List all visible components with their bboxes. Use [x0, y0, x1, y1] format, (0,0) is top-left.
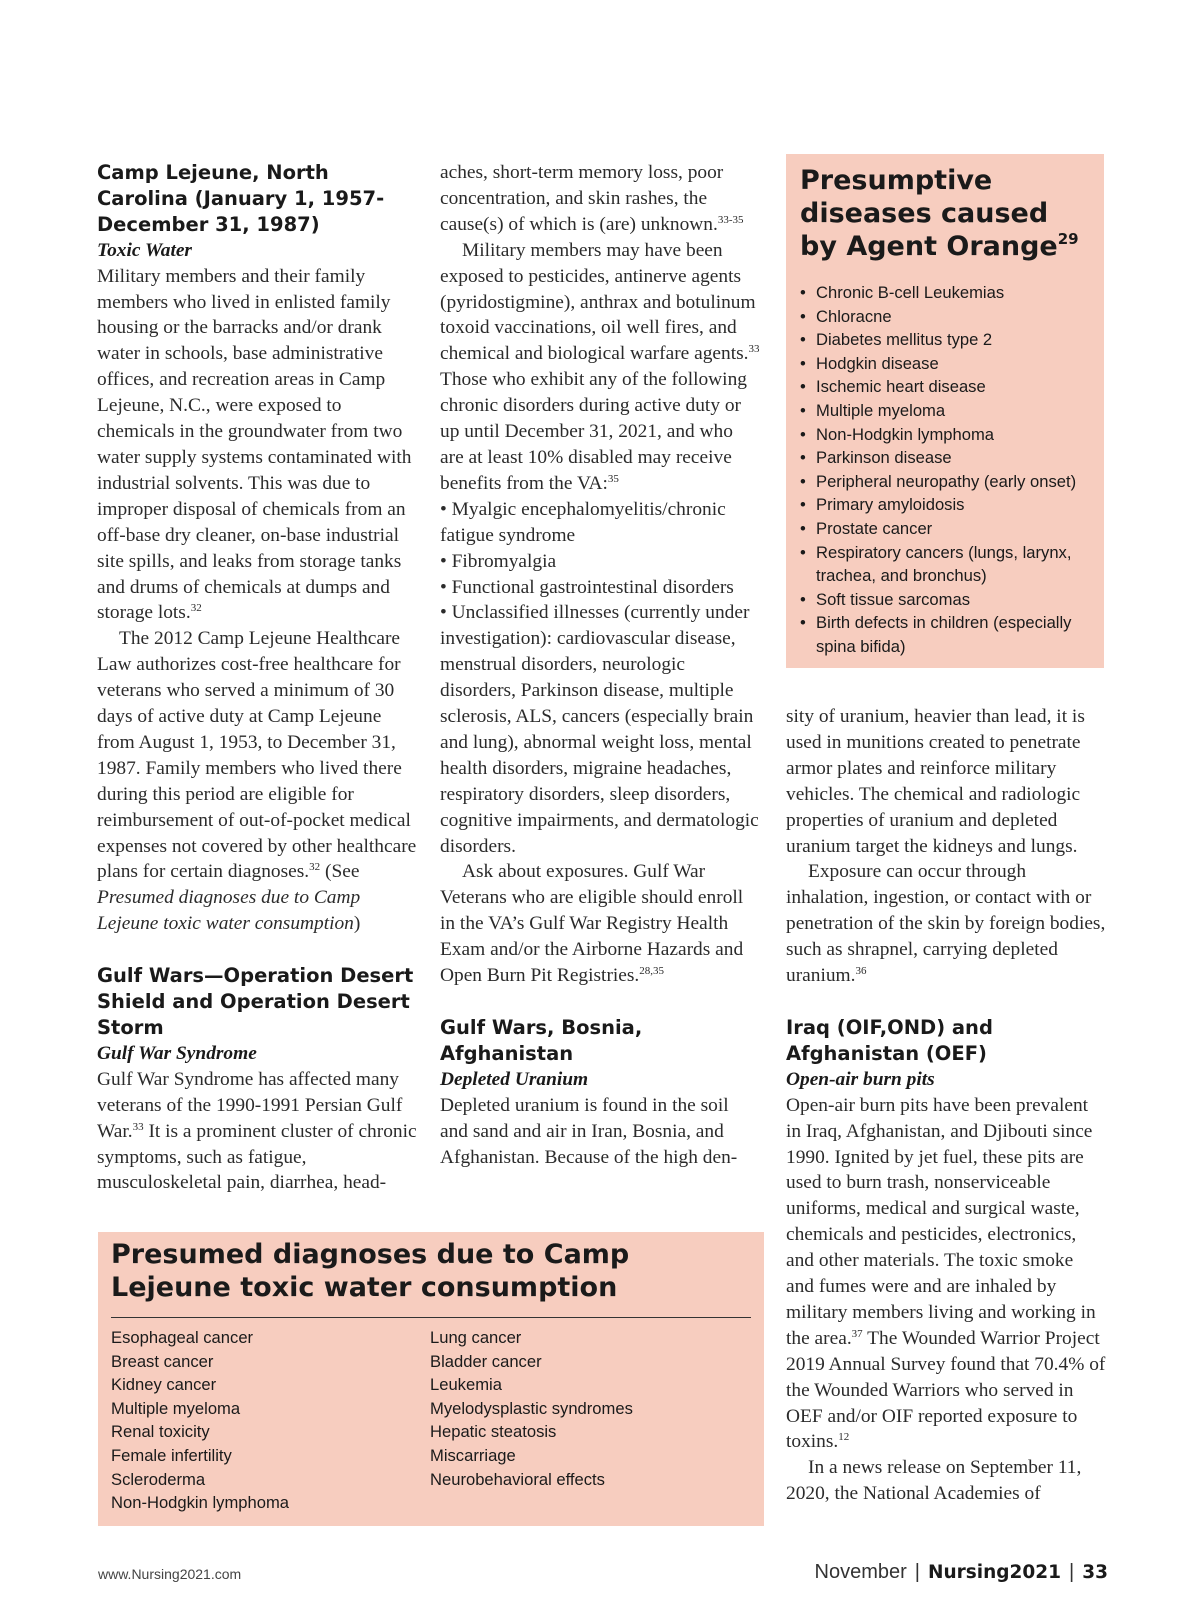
list-item: Breast cancer [111, 1351, 214, 1371]
reference: 32 [309, 861, 321, 874]
column-1 [97, 160, 417, 1196]
paragraph: Open-air burn pits have been prevalent in Iraq, Afghanistan, and Djibouti since 1990. Ignited by jet fuel, these pits are used to burn trash, nonserviceable uniforms, medical and surgical waste, chemicals and pesticides, electronics, and other materials. The toxic smoke and fumes were and are inhaled by military members living and working in the area.$^{37}$ The Wounded Warrior Project 2019 Annual Survey found that 70.4% of the Wounded Warriors who served in OEF and/or OIF reported exposure to toxins.$^{12}$ [786, 1094, 1106, 1453]
paragraph: Military members and their family members who lived in enlisted family housing or the barracks and/or drank water in schools, base administrative offices, and recreation areas in Camp Lejeune, N.C., were exposed to chemicals in the groundwater from two water supply systems contaminated with industrial solvents. This was due to improper disposal of chemicals from an off-base dry cleaner, on-base industrial site spills, and leaks from storage tanks and drums of chemicals at dumps and storage lots.$^{32}$ [97, 265, 412, 624]
reference: 33 [132, 1120, 144, 1133]
divider [111, 1317, 751, 1318]
list-item: Kidney cancer [111, 1375, 217, 1395]
list-item: • Chronic B-cell Leukemias [800, 281, 1090, 305]
list-item: Scleroderma [111, 1469, 206, 1489]
footer-url: www.Nursing2021.com [98, 1566, 242, 1582]
page-number: 33 [1082, 1562, 1108, 1583]
list-item: • Diabetes mellitus type 2 [800, 328, 1090, 352]
agent-orange-sidebar [786, 154, 1104, 668]
heading-gulf-wars: Gulf Wars—Operation Desert Shield and Operation Desert Storm [97, 964, 414, 1039]
list-item: Non-Hodgkin lymphoma [111, 1493, 290, 1513]
list-item: • Peripheral neuropathy (early onset) [800, 470, 1090, 494]
divider: | [914, 1561, 920, 1583]
paragraph: Ask about exposures. Gulf War Veterans who are eligible should enroll in the VA’s Gulf War Registry Health Exam and/or the Airborne Hazards and Open Burn Pit Registries.$^{28,35}$ [440, 861, 744, 987]
list-item: • Hodgkin disease [800, 352, 1090, 376]
list-item: • Multiple myeloma [800, 399, 1090, 423]
list-item: Hepatic steatosis [430, 1422, 557, 1442]
footer-magazine: Nursing2021 [928, 1562, 1062, 1583]
reference: 33 [748, 343, 760, 356]
list-item: Leukemia [430, 1375, 502, 1395]
reference: 35 [607, 472, 619, 485]
list-item: Miscarriage [430, 1445, 516, 1465]
heading-iraq-afghanistan: Iraq (OIF,OND) and Afghanistan (OEF) [786, 1015, 993, 1065]
diagnoses-left-list [111, 1326, 430, 1515]
paragraph: Military members may have been exposed to pesticides, antinerve agents (pyridostigmine), anthrax and botulinum toxoid vaccinations, oil well fires, and chemical and biological warfare agents.$^{33}$ Those who exhibit any of the following chronic disorders during active duty or up until December 31, 2021, and who are at least 10% disabled may receive benefits from the VA:$^{35}$ [440, 239, 760, 494]
bullet-item: • Fibromyalgia [440, 550, 557, 572]
list-item: Esophageal cancer [111, 1328, 254, 1347]
bullet-item: • Myalgic encephalomyelitis/chronic fatigue syndrome [440, 498, 726, 546]
paragraph: Exposure can occur through inhalation, ingestion, or contact with or penetration of the skin by foreign bodies, such as shrapnel, carrying depleted uranium.$^{36}$ [786, 861, 1106, 987]
reference: 28,35 [639, 965, 665, 978]
diagnoses-lists [111, 1326, 751, 1515]
subheading-burn-pits: Open-air burn pits [786, 1068, 935, 1090]
list-item: • Prostate cancer [800, 517, 1090, 541]
subheading-gulf-war-syndrome: Gulf War Syndrome [97, 1042, 257, 1064]
list-item: • Parkinson disease [800, 446, 1090, 470]
list-item: Female infertility [111, 1445, 232, 1465]
reference: 33-35 [717, 213, 744, 226]
cross-reference: Presumed diagnoses due to Camp Lejeune toxic water consumption [97, 887, 361, 935]
camp-lejeune-diagnoses-box [98, 1232, 764, 1526]
bullet-item: • Unclassified illnesses (currently under investigation): cardiovascular disease, menstrual disorders, neurologic disorders, Parkinson disease, multiple sclerosis, ALS, cancers (especially brain and lung), abnormal weight loss, mental health disorders, migraine headaches, respiratory disorders, sleep disorders, cognitive impairments, and dermatologic disorders. [440, 602, 759, 857]
sidebar-title: Presumptive diseases caused by Agent Orange$^{29}$ [800, 165, 1079, 262]
list-item: • Soft tissue sarcomas [800, 588, 1090, 612]
list-item: • Respiratory cancers (lungs, larynx, trachea, and bronchus) [800, 541, 1090, 588]
list-item: Lung cancer [430, 1328, 522, 1347]
list-item: Myelodysplastic syndromes [430, 1398, 633, 1418]
list-item: • Non-Hodgkin lymphoma [800, 423, 1090, 447]
list-item: • Primary amyloidosis [800, 493, 1090, 517]
column-2 [440, 160, 760, 1170]
reference: 36 [855, 965, 867, 978]
agent-orange-list [800, 281, 1090, 659]
subheading-toxic-water: Toxic Water [97, 239, 192, 261]
paragraph: The 2012 Camp Lejeune Healthcare Law authorizes cost-free healthcare for veterans who served a minimum of 30 days of active duty at Camp Lejeune from August 1, 1953, to December 31, 1987. Family members who lived there during this period are eligible for reimbursement of out-of-pocket medical expenses not covered by other healthcare plans for certain diagnoses.$^{32}$ (See Presumed diagnoses due to Camp Lejeune toxic water consumption) [97, 628, 417, 935]
list-item: • Chloracne [800, 305, 1090, 329]
reference: 12 [838, 1431, 850, 1444]
list-item: • Ischemic heart disease [800, 375, 1090, 399]
column-3 [786, 704, 1106, 1507]
paragraph: Gulf War Syndrome has affected many veterans of the 1990-1991 Persian Gulf War.$^{33}$ It is a prominent cluster of chronic symptoms, such as fatigue, musculoskeletal pain, diarrhea, head- [97, 1068, 417, 1194]
paragraph: In a news release on September 11, 2020, the National Academies of [786, 1457, 1082, 1505]
bullet-item: • Functional gastrointestinal disorders [440, 576, 734, 598]
footer-month: November [814, 1561, 907, 1583]
diagnoses-right-list [430, 1326, 633, 1515]
heading-camp-lejeune: Camp Lejeune, North Carolina (January 1, 1957-December 31, 1987) [97, 161, 385, 236]
subheading-depleted-uranium: Depleted Uranium [440, 1068, 589, 1090]
paragraph: sity of uranium, heavier than lead, it is used in munitions created to penetrate armor plates and reinforce military vehicles. The chemical and radiologic properties of uranium and depleted uranium target the kidneys and lungs. [786, 706, 1085, 857]
list-item: Bladder cancer [430, 1351, 542, 1371]
list-item: Neurobehavioral effects [430, 1469, 605, 1489]
diagnoses-box-title: Presumed diagnoses due to Camp Lejeune toxic water consumption [111, 1239, 630, 1303]
list-item: Multiple myeloma [111, 1398, 241, 1418]
reference: 37 [851, 1327, 863, 1340]
paragraph: Depleted uranium is found in the soil and sand and air in Iran, Bosnia, and Afghanistan. Because of the high den- [440, 1094, 738, 1168]
list-item: Renal toxicity [111, 1422, 210, 1442]
list-item: • Birth defects in children (especially spina bifida) [800, 611, 1090, 658]
paragraph: aches, short-term memory loss, poor concentration, and skin rashes, the cause(s) of which is (are) unknown.$^{33-35}$ [440, 162, 744, 235]
divider: | [1069, 1561, 1075, 1583]
heading-gulf-wars-bosnia: Gulf Wars, Bosnia, Afghanistan [440, 1016, 643, 1065]
reference: 32 [190, 602, 202, 615]
footer-folio [815, 1561, 1108, 1584]
reference: 29 [1057, 230, 1079, 248]
